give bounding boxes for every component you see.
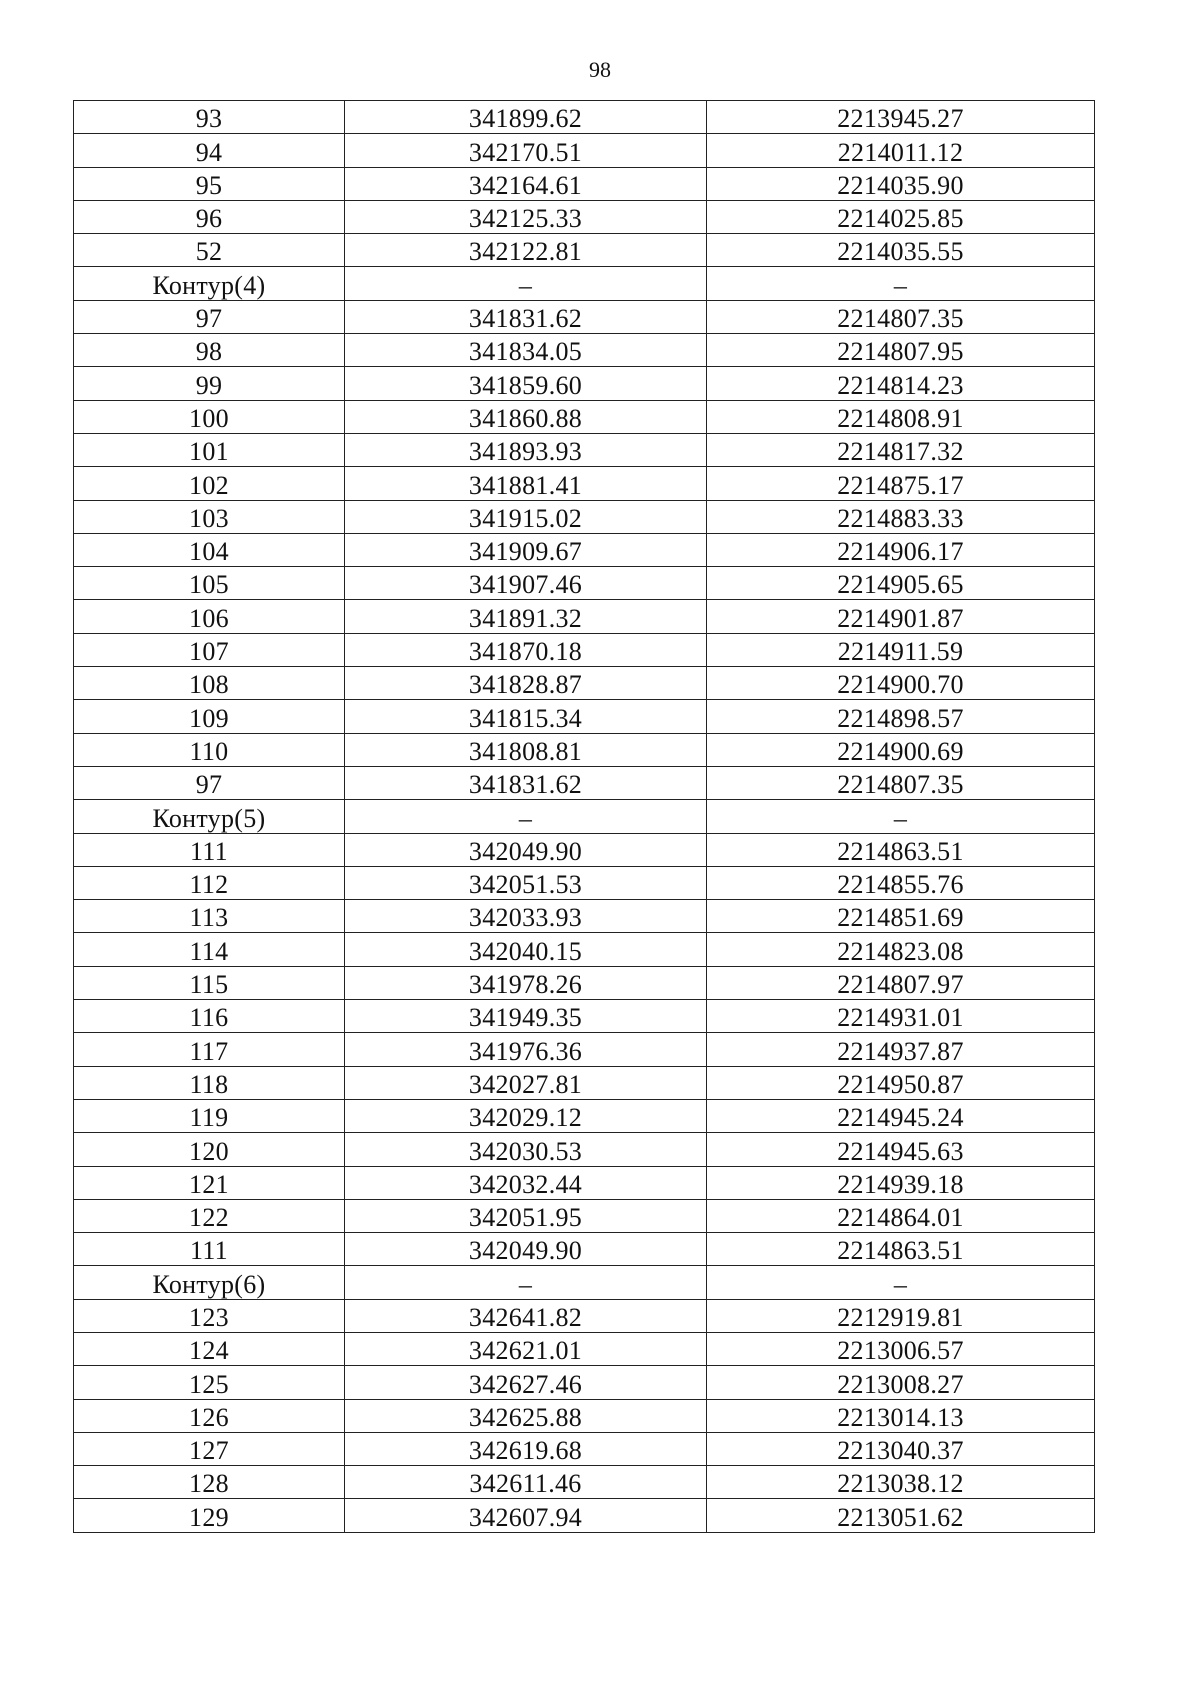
- y-coordinate-cell: 2214863.51: [707, 833, 1095, 866]
- table-row: [74, 1133, 1095, 1166]
- y-coordinate-cell: 2214906.17: [707, 533, 1095, 566]
- x-coordinate-cell: 342619.68: [345, 1432, 707, 1465]
- y-coordinate-cell: 2214900.69: [707, 733, 1095, 766]
- y-coordinate-cell: 2214808.91: [707, 400, 1095, 433]
- y-coordinate-cell: 2214851.69: [707, 900, 1095, 933]
- x-coordinate-cell: 342164.61: [345, 167, 707, 200]
- y-coordinate-cell: 2214807.95: [707, 334, 1095, 367]
- x-coordinate-cell: 341859.60: [345, 367, 707, 400]
- table-row: [74, 1499, 1095, 1532]
- table-row: [74, 200, 1095, 233]
- x-coordinate-cell: 342051.95: [345, 1199, 707, 1232]
- x-coordinate-cell: 342621.01: [345, 1332, 707, 1365]
- x-coordinate-cell: 341978.26: [345, 966, 707, 999]
- y-coordinate-cell: 2214937.87: [707, 1033, 1095, 1066]
- x-coordinate-cell: 341834.05: [345, 334, 707, 367]
- point-number-cell: 104: [74, 533, 345, 566]
- table-row: [74, 500, 1095, 533]
- x-coordinate-cell: 341860.88: [345, 400, 707, 433]
- x-coordinate-cell: 341831.62: [345, 300, 707, 333]
- table-row: [74, 300, 1095, 333]
- table-row: [74, 433, 1095, 466]
- table-row: [74, 1299, 1095, 1332]
- x-coordinate-cell: 341909.67: [345, 533, 707, 566]
- table-row: [74, 1166, 1095, 1199]
- point-number-cell: 129: [74, 1499, 345, 1532]
- table-row: [74, 1066, 1095, 1099]
- x-coordinate-cell: 341915.02: [345, 500, 707, 533]
- point-number-cell: 99: [74, 367, 345, 400]
- table-row: [74, 733, 1095, 766]
- point-number-cell: 94: [74, 134, 345, 167]
- y-coordinate-cell: 2213008.27: [707, 1366, 1095, 1399]
- point-number-cell: 98: [74, 334, 345, 367]
- table-row: [74, 966, 1095, 999]
- point-number-cell: 102: [74, 467, 345, 500]
- point-number-cell: 106: [74, 600, 345, 633]
- y-coordinate-cell: 2214900.70: [707, 667, 1095, 700]
- y-coordinate-cell: 2214939.18: [707, 1166, 1095, 1199]
- table-row: [74, 766, 1095, 799]
- point-number-cell: Контур(5): [74, 800, 345, 833]
- x-coordinate-cell: 341815.34: [345, 700, 707, 733]
- y-coordinate-cell: 2214807.97: [707, 966, 1095, 999]
- y-coordinate-cell: 2213040.37: [707, 1432, 1095, 1465]
- x-coordinate-cell: 342033.93: [345, 900, 707, 933]
- point-number-cell: 95: [74, 167, 345, 200]
- x-coordinate-cell: 342049.90: [345, 1233, 707, 1266]
- y-coordinate-cell: 2214931.01: [707, 1000, 1095, 1033]
- y-coordinate-cell: 2213038.12: [707, 1466, 1095, 1499]
- point-number-cell: 113: [74, 900, 345, 933]
- point-number-cell: 107: [74, 633, 345, 666]
- x-coordinate-cell: 342051.53: [345, 866, 707, 899]
- point-number-cell: 97: [74, 300, 345, 333]
- y-coordinate-cell: 2213006.57: [707, 1332, 1095, 1365]
- point-number-cell: 125: [74, 1366, 345, 1399]
- table-row: [74, 866, 1095, 899]
- y-coordinate-cell: 2213051.62: [707, 1499, 1095, 1532]
- point-number-cell: 124: [74, 1332, 345, 1365]
- x-coordinate-cell: 342607.94: [345, 1499, 707, 1532]
- point-number-cell: 121: [74, 1166, 345, 1199]
- x-coordinate-cell: –: [345, 800, 707, 833]
- y-coordinate-cell: 2214814.23: [707, 367, 1095, 400]
- coordinates-table: [73, 100, 1095, 1533]
- table-row: [74, 1399, 1095, 1432]
- y-coordinate-cell: 2213014.13: [707, 1399, 1095, 1432]
- table-row: [74, 400, 1095, 433]
- y-coordinate-cell: 2214905.65: [707, 567, 1095, 600]
- x-coordinate-cell: –: [345, 267, 707, 300]
- y-coordinate-cell: 2214817.32: [707, 433, 1095, 466]
- x-coordinate-cell: 342125.33: [345, 200, 707, 233]
- y-coordinate-cell: 2214911.59: [707, 633, 1095, 666]
- table-row: [74, 700, 1095, 733]
- x-coordinate-cell: 341891.32: [345, 600, 707, 633]
- x-coordinate-cell: 341893.93: [345, 433, 707, 466]
- x-coordinate-cell: 342641.82: [345, 1299, 707, 1332]
- table-row: [74, 1266, 1095, 1299]
- x-coordinate-cell: 342627.46: [345, 1366, 707, 1399]
- x-coordinate-cell: 342029.12: [345, 1099, 707, 1132]
- x-coordinate-cell: 342625.88: [345, 1399, 707, 1432]
- point-number-cell: 118: [74, 1066, 345, 1099]
- point-number-cell: 96: [74, 200, 345, 233]
- table-row: [74, 600, 1095, 633]
- y-coordinate-cell: –: [707, 1266, 1095, 1299]
- table-row: [74, 633, 1095, 666]
- point-number-cell: 109: [74, 700, 345, 733]
- table-row: [74, 167, 1095, 200]
- table-row: [74, 1366, 1095, 1399]
- x-coordinate-cell: 342040.15: [345, 933, 707, 966]
- x-coordinate-cell: 341949.35: [345, 1000, 707, 1033]
- point-number-cell: 101: [74, 433, 345, 466]
- x-coordinate-cell: 341976.36: [345, 1033, 707, 1066]
- point-number-cell: 100: [74, 400, 345, 433]
- x-coordinate-cell: 341907.46: [345, 567, 707, 600]
- table-row: [74, 533, 1095, 566]
- y-coordinate-cell: 2212919.81: [707, 1299, 1095, 1332]
- point-number-cell: 116: [74, 1000, 345, 1033]
- point-number-cell: 105: [74, 567, 345, 600]
- x-coordinate-cell: 342611.46: [345, 1466, 707, 1499]
- point-number-cell: Контур(6): [74, 1266, 345, 1299]
- coordinates-table-body: [74, 101, 1095, 1533]
- point-number-cell: 52: [74, 234, 345, 267]
- y-coordinate-cell: 2214875.17: [707, 467, 1095, 500]
- x-coordinate-cell: 342032.44: [345, 1166, 707, 1199]
- y-coordinate-cell: 2214883.33: [707, 500, 1095, 533]
- x-coordinate-cell: 342030.53: [345, 1133, 707, 1166]
- table-row: [74, 467, 1095, 500]
- table-row: [74, 1099, 1095, 1132]
- point-number-cell: 122: [74, 1199, 345, 1232]
- table-row: [74, 667, 1095, 700]
- point-number-cell: 110: [74, 733, 345, 766]
- table-row: [74, 334, 1095, 367]
- table-row: [74, 1033, 1095, 1066]
- y-coordinate-cell: 2213945.27: [707, 101, 1095, 134]
- y-coordinate-cell: 2214898.57: [707, 700, 1095, 733]
- y-coordinate-cell: 2214864.01: [707, 1199, 1095, 1232]
- table-row: [74, 101, 1095, 134]
- point-number-cell: 112: [74, 866, 345, 899]
- y-coordinate-cell: 2214807.35: [707, 766, 1095, 799]
- y-coordinate-cell: 2214945.63: [707, 1133, 1095, 1166]
- x-coordinate-cell: 342122.81: [345, 234, 707, 267]
- table-row: [74, 134, 1095, 167]
- y-coordinate-cell: 2214807.35: [707, 300, 1095, 333]
- x-coordinate-cell: 341870.18: [345, 633, 707, 666]
- x-coordinate-cell: 341831.62: [345, 766, 707, 799]
- table-row: [74, 1199, 1095, 1232]
- y-coordinate-cell: 2214035.55: [707, 234, 1095, 267]
- table-row: [74, 567, 1095, 600]
- table-row: [74, 1000, 1095, 1033]
- point-number-cell: 128: [74, 1466, 345, 1499]
- y-coordinate-cell: 2214945.24: [707, 1099, 1095, 1132]
- point-number-cell: 115: [74, 966, 345, 999]
- table-row: [74, 833, 1095, 866]
- table-row: [74, 1466, 1095, 1499]
- table-row: [74, 1332, 1095, 1365]
- table-row: [74, 367, 1095, 400]
- point-number-cell: 126: [74, 1399, 345, 1432]
- point-number-cell: 127: [74, 1432, 345, 1465]
- point-number-cell: 111: [74, 833, 345, 866]
- table-row: [74, 1432, 1095, 1465]
- point-number-cell: 120: [74, 1133, 345, 1166]
- x-coordinate-cell: 341808.81: [345, 733, 707, 766]
- x-coordinate-cell: 342027.81: [345, 1066, 707, 1099]
- y-coordinate-cell: 2214823.08: [707, 933, 1095, 966]
- y-coordinate-cell: –: [707, 267, 1095, 300]
- point-number-cell: 93: [74, 101, 345, 134]
- y-coordinate-cell: 2214863.51: [707, 1233, 1095, 1266]
- point-number-cell: 117: [74, 1033, 345, 1066]
- point-number-cell: Контур(4): [74, 267, 345, 300]
- table-row: [74, 800, 1095, 833]
- y-coordinate-cell: –: [707, 800, 1095, 833]
- x-coordinate-cell: 341881.41: [345, 467, 707, 500]
- y-coordinate-cell: 2214035.90: [707, 167, 1095, 200]
- point-number-cell: 123: [74, 1299, 345, 1332]
- y-coordinate-cell: 2214950.87: [707, 1066, 1095, 1099]
- page-number: 98: [589, 57, 611, 82]
- x-coordinate-cell: 341828.87: [345, 667, 707, 700]
- x-coordinate-cell: –: [345, 1266, 707, 1299]
- y-coordinate-cell: 2214901.87: [707, 600, 1095, 633]
- table-row: [74, 900, 1095, 933]
- y-coordinate-cell: 2214011.12: [707, 134, 1095, 167]
- point-number-cell: 114: [74, 933, 345, 966]
- y-coordinate-cell: 2214855.76: [707, 866, 1095, 899]
- table-row: [74, 1233, 1095, 1266]
- x-coordinate-cell: 342170.51: [345, 134, 707, 167]
- point-number-cell: 103: [74, 500, 345, 533]
- table-row: [74, 933, 1095, 966]
- point-number-cell: 119: [74, 1099, 345, 1132]
- point-number-cell: 111: [74, 1233, 345, 1266]
- table-row: [74, 234, 1095, 267]
- point-number-cell: 108: [74, 667, 345, 700]
- y-coordinate-cell: 2214025.85: [707, 200, 1095, 233]
- table-row: [74, 267, 1095, 300]
- point-number-cell: 97: [74, 766, 345, 799]
- x-coordinate-cell: 342049.90: [345, 833, 707, 866]
- x-coordinate-cell: 341899.62: [345, 101, 707, 134]
